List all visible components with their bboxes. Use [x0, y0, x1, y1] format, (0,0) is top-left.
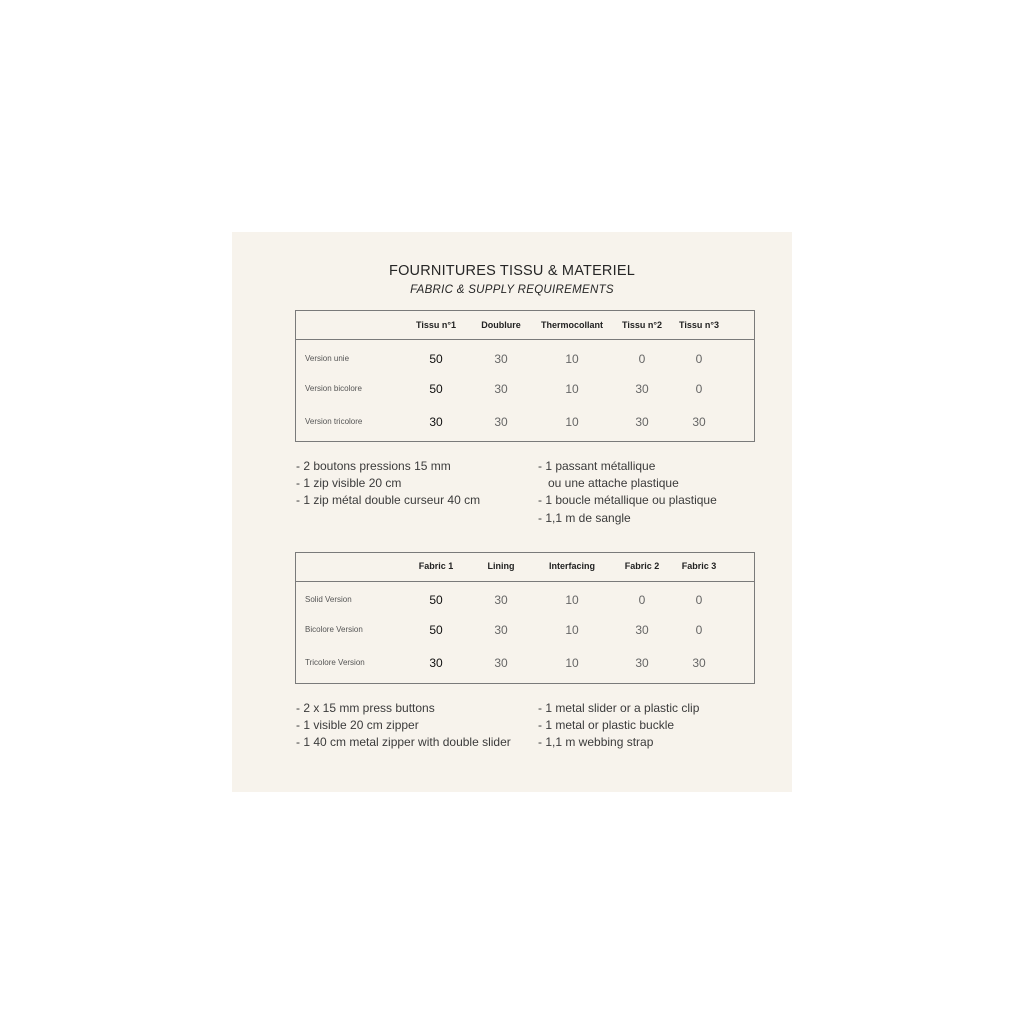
table-cell: 30 [635, 623, 649, 637]
column-header: Doublure [481, 320, 521, 330]
table-cell: 0 [638, 352, 646, 366]
row-label: Tricolore Version [305, 658, 365, 667]
table-cell: 30 [494, 382, 508, 396]
row-label: Solid Version [305, 595, 352, 604]
table-fr [295, 310, 755, 442]
list-item: - 1 zip métal double curseur 40 cm [296, 493, 481, 508]
row-label: Version tricolore [305, 417, 363, 426]
row-label: Version unie [305, 354, 350, 363]
table-cell: 30 [494, 656, 508, 670]
list-item: - 1,1 m de sangle [538, 510, 631, 525]
list-item: - 1 boucle métallique ou plastique [538, 493, 717, 508]
list-item: ou une attache plastique [538, 476, 679, 491]
list-item: - 1 passant métallique [538, 459, 656, 473]
table-cell: 30 [429, 656, 443, 670]
table-cell: 30 [692, 415, 706, 429]
list-item: - 1 visible 20 cm zipper [296, 718, 419, 733]
table-cell: 30 [494, 593, 508, 607]
table-cell: 30 [494, 352, 508, 366]
table-cell: 10 [565, 656, 579, 670]
table-cell: 50 [429, 352, 443, 366]
table-cell: 0 [638, 593, 646, 607]
table-cell: 30 [635, 382, 649, 396]
column-header: Lining [487, 561, 515, 571]
table-cell: 50 [429, 593, 443, 607]
list-item: - 1 40 cm metal zipper with double slider [296, 735, 511, 750]
column-header: Thermocollant [540, 320, 604, 330]
list-item: - 1 metal slider or a plastic clip [538, 701, 700, 715]
table-cell: 10 [565, 352, 579, 366]
table-cell: 30 [494, 623, 508, 637]
column-header: Tissu n°1 [416, 320, 456, 330]
table-en [295, 552, 755, 684]
table-cell: 10 [565, 593, 579, 607]
table-cell: 0 [695, 623, 703, 637]
table-cell: 10 [565, 623, 579, 637]
table-cell: 0 [695, 382, 703, 396]
table-cell: 30 [635, 415, 649, 429]
list-item: - 2 x 15 mm press buttons [296, 701, 435, 715]
table-cell: 50 [429, 382, 443, 396]
page-title: FOURNITURES TISSU & MATERIEL [389, 263, 635, 279]
table-header-divider [296, 339, 754, 340]
list-item: - 2 boutons pressions 15 mm [296, 459, 451, 473]
column-header: Fabric 1 [418, 561, 454, 571]
table-cell: 30 [429, 415, 443, 429]
supply-list-fr-left [296, 458, 480, 510]
column-header: Fabric 2 [624, 561, 660, 571]
table-cell: 30 [692, 656, 706, 670]
column-header: Fabric 3 [681, 561, 717, 571]
table-cell: 30 [635, 656, 649, 670]
fabric-requirements-card [232, 232, 792, 792]
page-subtitle: FABRIC & SUPPLY REQUIREMENTS [410, 284, 614, 296]
row-label: Version bicolore [305, 384, 362, 393]
table-header-divider [296, 581, 754, 582]
row-label: Bicolore Version [305, 625, 363, 634]
supply-list-en-left [296, 700, 511, 752]
column-header: Tissu n°3 [679, 320, 719, 330]
column-header: Interfacing [548, 561, 596, 571]
table-cell: 50 [429, 623, 443, 637]
list-item: - 1,1 m webbing strap [538, 735, 654, 750]
table-cell: 10 [565, 382, 579, 396]
table-cell: 10 [565, 415, 579, 429]
column-header: Tissu n°2 [622, 320, 662, 330]
supply-list-en-right [538, 700, 699, 752]
list-item: - 1 zip visible 20 cm [296, 476, 402, 491]
table-cell: 30 [494, 415, 508, 429]
list-item: - 1 metal or plastic buckle [538, 718, 675, 733]
table-cell: 0 [695, 593, 703, 607]
table-cell: 0 [695, 352, 703, 366]
supply-list-fr-right [538, 458, 717, 527]
